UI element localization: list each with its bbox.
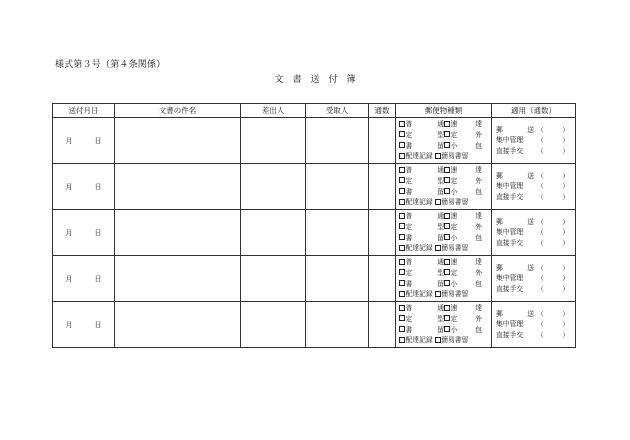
parcel-label-b: 包 — [475, 325, 482, 334]
registered-label-a: 書 — [405, 325, 413, 334]
mail-send-count-field[interactable] — [534, 125, 569, 136]
express-label-a: 速 — [450, 258, 458, 267]
registered-mail-checkbox[interactable] — [399, 188, 405, 194]
mail-send-count-field[interactable] — [534, 217, 569, 228]
mail-send-count-field[interactable] — [534, 263, 569, 274]
delivery-record-checkbox[interactable] — [399, 153, 405, 159]
hand-delivery-count-field[interactable] — [534, 146, 569, 157]
simple-registered-checkbox[interactable] — [435, 199, 441, 205]
central-management-label: 集中管理 — [496, 136, 524, 145]
central-management-count-field[interactable] — [534, 227, 569, 238]
express-mail-checkbox[interactable] — [444, 259, 450, 265]
application-line-central — [492, 273, 575, 284]
nonstandard-label-b: 外 — [475, 130, 482, 139]
mail-send-label-a: 郵 — [496, 217, 503, 226]
ordinary-mail-checkbox[interactable] — [399, 305, 405, 311]
mail-option-line-4 — [396, 151, 491, 162]
document-register-table — [52, 103, 576, 348]
copies-cell[interactable] — [369, 118, 396, 164]
simple-registered-checkbox[interactable] — [435, 291, 441, 297]
copies-cell[interactable] — [369, 164, 396, 210]
application-line-hand — [492, 238, 575, 249]
header-date: 送付月日 — [53, 104, 115, 118]
delivery-record-checkbox[interactable] — [399, 291, 405, 297]
simple-registered-label: 簡易書留 — [441, 152, 469, 161]
delivery-record-label: 配達記録 — [405, 290, 433, 299]
day-label: 日 — [94, 274, 102, 283]
mail-option-line-2 — [396, 222, 491, 233]
delivery-record-checkbox[interactable] — [399, 199, 405, 205]
nonstandard-label-a: 定 — [450, 130, 458, 139]
central-management-count-field[interactable] — [534, 273, 569, 284]
sender-cell[interactable] — [241, 164, 306, 210]
table-row — [53, 118, 576, 164]
application-cell — [492, 302, 576, 348]
recipient-cell[interactable] — [306, 164, 369, 210]
standard-label-a: 定 — [405, 268, 413, 277]
application-line-central — [492, 135, 575, 146]
registered-mail-checkbox[interactable] — [399, 234, 405, 240]
delivery-record-label: 配達記録 — [405, 244, 433, 253]
ordinary-mail-checkbox[interactable] — [399, 121, 405, 127]
simple-registered-label: 簡易書留 — [441, 336, 469, 345]
copies-cell[interactable] — [369, 256, 396, 302]
application-cell — [492, 210, 576, 256]
date-cell[interactable] — [53, 210, 115, 256]
open-paren: （ — [537, 284, 544, 293]
mail-option-line-1 — [396, 211, 491, 222]
sender-cell[interactable] — [241, 118, 306, 164]
table-row — [53, 164, 576, 210]
mail-option-line-2 — [396, 268, 491, 279]
mail-type-cell — [396, 118, 492, 164]
table-row — [53, 210, 576, 256]
mail-send-label-b: 送 — [527, 217, 534, 226]
express-label-b: 達 — [475, 120, 482, 129]
parcel-label-a: 小 — [450, 141, 458, 150]
mail-send-label-b: 送 — [527, 125, 534, 134]
central-management-count-field[interactable] — [534, 135, 569, 146]
parcel-label-b: 包 — [475, 141, 482, 150]
day-label: 日 — [94, 228, 102, 237]
hand-delivery-count-field[interactable] — [534, 284, 569, 295]
parcel-label-a: 小 — [450, 325, 458, 334]
day-label: 日 — [94, 136, 102, 145]
application-line-mail — [492, 309, 575, 320]
mail-option-line-1 — [396, 257, 491, 268]
close-paren: ） — [562, 330, 569, 339]
parcel-checkbox[interactable] — [444, 234, 450, 240]
delivery-record-checkbox[interactable] — [399, 245, 405, 251]
recipient-cell[interactable] — [306, 302, 369, 348]
hand-delivery-count-field[interactable] — [534, 192, 569, 203]
ordinary-label-a: 普 — [405, 304, 413, 313]
nonstandard-size-checkbox[interactable] — [444, 177, 450, 183]
registered-label-a: 書 — [405, 141, 413, 150]
recipient-cell[interactable] — [306, 256, 369, 302]
open-paren: （ — [537, 192, 544, 201]
close-paren: ） — [562, 125, 569, 134]
mail-send-label-b: 送 — [527, 171, 534, 180]
open-paren: （ — [537, 228, 544, 237]
open-paren: （ — [537, 238, 544, 247]
month-label: 月 — [65, 274, 73, 283]
close-paren: ） — [562, 320, 569, 329]
standard-label-a: 定 — [405, 130, 413, 139]
central-management-label: 集中管理 — [496, 228, 524, 237]
standard-size-checkbox[interactable] — [399, 223, 405, 229]
application-line-central — [492, 181, 575, 192]
mail-type-cell — [396, 256, 492, 302]
central-management-count-field[interactable] — [534, 319, 569, 330]
simple-registered-checkbox[interactable] — [435, 337, 441, 343]
month-label: 月 — [65, 228, 73, 237]
mail-type-cell — [396, 302, 492, 348]
parcel-checkbox[interactable] — [444, 280, 450, 286]
header-document-name: 文書の件名 — [115, 104, 241, 118]
mail-send-label-b: 送 — [527, 263, 534, 272]
ordinary-mail-checkbox[interactable] — [399, 167, 405, 173]
ordinary-label-b: 通 — [437, 304, 444, 313]
express-label-a: 速 — [450, 166, 458, 175]
standard-size-checkbox[interactable] — [399, 131, 405, 137]
hand-delivery-label: 直接手交 — [496, 330, 524, 339]
mail-send-count-field[interactable] — [534, 309, 569, 320]
nonstandard-label-b: 外 — [475, 222, 482, 231]
registered-label-a: 書 — [405, 279, 413, 288]
simple-registered-label: 簡易書留 — [441, 290, 469, 299]
open-paren: （ — [537, 330, 544, 339]
standard-label-b: 型 — [437, 176, 444, 185]
simple-registered-label: 簡易書留 — [441, 198, 469, 207]
ordinary-mail-checkbox[interactable] — [399, 259, 405, 265]
mail-send-label-a: 郵 — [496, 263, 503, 272]
open-paren: （ — [537, 171, 544, 180]
standard-label-b: 型 — [437, 314, 444, 323]
open-paren: （ — [537, 309, 544, 318]
open-paren: （ — [537, 320, 544, 329]
mail-option-line-1 — [396, 119, 491, 130]
open-paren: （ — [537, 136, 544, 145]
nonstandard-label-a: 定 — [450, 222, 458, 231]
standard-size-checkbox[interactable] — [399, 177, 405, 183]
date-cell[interactable] — [53, 256, 115, 302]
sender-cell[interactable] — [241, 256, 306, 302]
application-line-mail — [492, 125, 575, 136]
document-name-cell[interactable] — [115, 118, 241, 164]
mail-option-line-3 — [396, 187, 491, 198]
mail-send-count-field[interactable] — [534, 171, 569, 182]
ordinary-label-a: 普 — [405, 120, 413, 129]
open-paren: （ — [537, 146, 544, 155]
express-mail-checkbox[interactable] — [444, 213, 450, 219]
express-mail-checkbox[interactable] — [444, 121, 450, 127]
application-line-central — [492, 227, 575, 238]
open-paren: （ — [537, 274, 544, 283]
close-paren: ） — [562, 136, 569, 145]
standard-label-b: 型 — [437, 222, 444, 231]
sender-cell[interactable] — [241, 302, 306, 348]
central-management-label: 集中管理 — [496, 182, 524, 191]
document-name-cell[interactable] — [115, 302, 241, 348]
form-number: 様式第３号（第４条関係） — [55, 60, 166, 70]
hand-delivery-count-field[interactable] — [534, 238, 569, 249]
application-cell — [492, 118, 576, 164]
application-line-hand — [492, 146, 575, 157]
month-label: 月 — [65, 182, 73, 191]
mail-option-line-2 — [396, 130, 491, 141]
nonstandard-size-checkbox[interactable] — [444, 131, 450, 137]
month-label: 月 — [65, 320, 73, 329]
header-copies: 通数 — [369, 104, 396, 118]
nonstandard-label-a: 定 — [450, 314, 458, 323]
header-mail-type: 郵便物種類 — [396, 104, 492, 118]
open-paren: （ — [537, 182, 544, 191]
close-paren: ） — [562, 263, 569, 272]
simple-registered-label: 簡易書留 — [441, 244, 469, 253]
application-cell — [492, 256, 576, 302]
recipient-cell[interactable] — [306, 118, 369, 164]
parcel-label-b: 包 — [475, 279, 482, 288]
document-name-cell[interactable] — [115, 210, 241, 256]
express-label-a: 速 — [450, 120, 458, 129]
mail-send-label-b: 送 — [527, 309, 534, 318]
registered-label-b: 留 — [437, 279, 444, 288]
ordinary-label-a: 普 — [405, 258, 413, 267]
registered-label-a: 書 — [405, 233, 413, 242]
application-line-mail — [492, 263, 575, 274]
application-line-hand — [492, 284, 575, 295]
copies-cell[interactable] — [369, 210, 396, 256]
mail-option-line-4 — [396, 289, 491, 300]
hand-delivery-count-field[interactable] — [534, 330, 569, 341]
mail-option-line-3 — [396, 279, 491, 290]
mail-option-line-3 — [396, 233, 491, 244]
close-paren: ） — [562, 171, 569, 180]
ordinary-mail-checkbox[interactable] — [399, 213, 405, 219]
standard-label-a: 定 — [405, 222, 413, 231]
delivery-record-label: 配達記録 — [405, 336, 433, 345]
header-application: 適用（通数） — [492, 104, 576, 118]
registered-label-b: 留 — [437, 141, 444, 150]
registered-mail-checkbox[interactable] — [399, 280, 405, 286]
registered-label-b: 留 — [437, 187, 444, 196]
mail-send-label-a: 郵 — [496, 125, 503, 134]
document-name-cell[interactable] — [115, 164, 241, 210]
mail-option-line-4 — [396, 243, 491, 254]
close-paren: ） — [562, 228, 569, 237]
close-paren: ） — [562, 182, 569, 191]
open-paren: （ — [537, 125, 544, 134]
hand-delivery-label: 直接手交 — [496, 284, 524, 293]
express-mail-checkbox[interactable] — [444, 167, 450, 173]
close-paren: ） — [562, 238, 569, 247]
nonstandard-label-a: 定 — [450, 268, 458, 277]
delivery-record-label: 配達記録 — [405, 152, 433, 161]
parcel-label-b: 包 — [475, 233, 482, 242]
registered-label-b: 留 — [437, 325, 444, 334]
simple-registered-checkbox[interactable] — [435, 153, 441, 159]
registered-label-a: 書 — [405, 187, 413, 196]
copies-cell[interactable] — [369, 302, 396, 348]
date-cell[interactable] — [53, 302, 115, 348]
application-line-hand — [492, 192, 575, 203]
express-label-b: 達 — [475, 212, 482, 221]
table-row — [53, 302, 576, 348]
open-paren: （ — [537, 263, 544, 272]
close-paren: ） — [562, 309, 569, 318]
nonstandard-size-checkbox[interactable] — [444, 223, 450, 229]
application-line-mail — [492, 171, 575, 182]
simple-registered-checkbox[interactable] — [435, 245, 441, 251]
month-label: 月 — [65, 136, 73, 145]
close-paren: ） — [562, 274, 569, 283]
nonstandard-label-b: 外 — [475, 268, 482, 277]
registered-label-b: 留 — [437, 233, 444, 242]
register-body — [53, 118, 576, 348]
day-label: 日 — [94, 320, 102, 329]
hand-delivery-label: 直接手交 — [496, 146, 524, 155]
mail-option-line-1 — [396, 165, 491, 176]
application-cell — [492, 164, 576, 210]
parcel-label-a: 小 — [450, 233, 458, 242]
open-paren: （ — [537, 217, 544, 226]
ordinary-label-b: 通 — [437, 212, 444, 221]
application-line-mail — [492, 217, 575, 228]
day-label: 日 — [94, 182, 102, 191]
central-management-label: 集中管理 — [496, 274, 524, 283]
nonstandard-label-b: 外 — [475, 176, 482, 185]
delivery-record-label: 配達記録 — [405, 198, 433, 207]
ordinary-label-b: 通 — [437, 258, 444, 267]
mail-type-cell — [396, 164, 492, 210]
standard-label-b: 型 — [437, 130, 444, 139]
mail-option-line-2 — [396, 314, 491, 325]
ordinary-label-b: 通 — [437, 166, 444, 175]
document-name-cell[interactable] — [115, 256, 241, 302]
mail-option-line-3 — [396, 141, 491, 152]
mail-type-cell — [396, 210, 492, 256]
hand-delivery-label: 直接手交 — [496, 192, 524, 201]
standard-size-checkbox[interactable] — [399, 269, 405, 275]
recipient-cell[interactable] — [306, 210, 369, 256]
header-sender: 差出人 — [241, 104, 306, 118]
close-paren: ） — [562, 217, 569, 226]
express-label-b: 達 — [475, 304, 482, 313]
mail-send-label-a: 郵 — [496, 171, 503, 180]
date-cell[interactable] — [53, 118, 115, 164]
close-paren: ） — [562, 284, 569, 293]
nonstandard-label-a: 定 — [450, 176, 458, 185]
central-management-label: 集中管理 — [496, 320, 524, 329]
document-title: 文書送付簿 — [274, 75, 365, 85]
central-management-count-field[interactable] — [534, 181, 569, 192]
registered-mail-checkbox[interactable] — [399, 142, 405, 148]
application-line-central — [492, 319, 575, 330]
header-recipient: 受取人 — [306, 104, 369, 118]
express-label-b: 達 — [475, 166, 482, 175]
parcel-checkbox[interactable] — [444, 326, 450, 332]
parcel-checkbox[interactable] — [444, 142, 450, 148]
express-mail-checkbox[interactable] — [444, 305, 450, 311]
ordinary-label-b: 通 — [437, 120, 444, 129]
mail-option-line-2 — [396, 176, 491, 187]
close-paren: ） — [562, 146, 569, 155]
standard-label-a: 定 — [405, 314, 413, 323]
nonstandard-size-checkbox[interactable] — [444, 269, 450, 275]
hand-delivery-label: 直接手交 — [496, 238, 524, 247]
mail-send-label-a: 郵 — [496, 309, 503, 318]
header-row — [53, 104, 576, 118]
standard-label-b: 型 — [437, 268, 444, 277]
standard-size-checkbox[interactable] — [399, 315, 405, 321]
parcel-label-b: 包 — [475, 187, 482, 196]
parcel-label-a: 小 — [450, 187, 458, 196]
mail-option-line-4 — [396, 335, 491, 346]
express-label-a: 速 — [450, 304, 458, 313]
close-paren: ） — [562, 192, 569, 201]
ordinary-label-a: 普 — [405, 212, 413, 221]
mail-option-line-1 — [396, 303, 491, 314]
date-cell[interactable] — [53, 164, 115, 210]
parcel-checkbox[interactable] — [444, 188, 450, 194]
ordinary-label-a: 普 — [405, 166, 413, 175]
application-line-hand — [492, 330, 575, 341]
sender-cell[interactable] — [241, 210, 306, 256]
express-label-a: 速 — [450, 212, 458, 221]
nonstandard-size-checkbox[interactable] — [444, 315, 450, 321]
registered-mail-checkbox[interactable] — [399, 326, 405, 332]
delivery-record-checkbox[interactable] — [399, 337, 405, 343]
express-label-b: 達 — [475, 258, 482, 267]
parcel-label-a: 小 — [450, 279, 458, 288]
mail-option-line-4 — [396, 197, 491, 208]
table-row — [53, 256, 576, 302]
mail-option-line-3 — [396, 325, 491, 336]
standard-label-a: 定 — [405, 176, 413, 185]
nonstandard-label-b: 外 — [475, 314, 482, 323]
